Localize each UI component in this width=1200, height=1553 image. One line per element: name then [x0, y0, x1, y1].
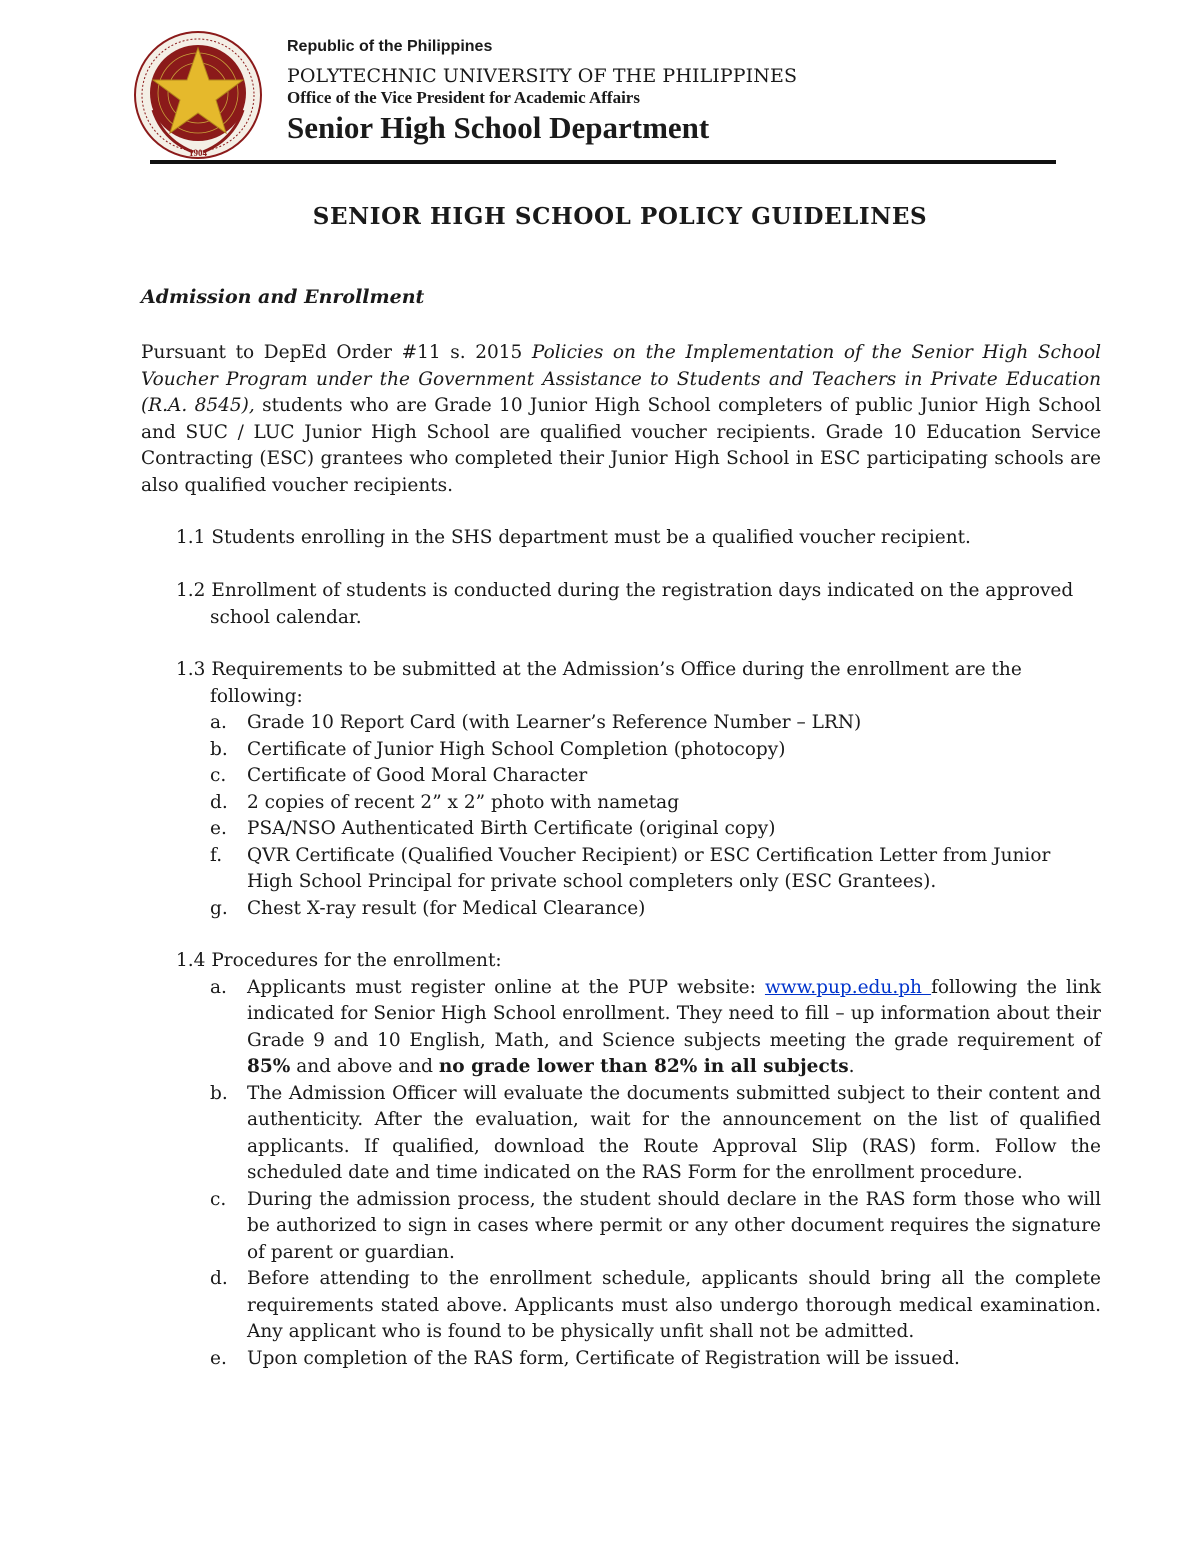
- item-text: Students enrolling in the SHS department must be a qualified voucher recipient.: [211, 527, 971, 548]
- sub-label: b.: [210, 738, 228, 760]
- procedure-text: Applicants must register online at the PUP website:: [247, 976, 765, 998]
- sub-text: Before attending to the enrollment schedule, applicants should bring all the complete requirements stated above. Applicants must also undergo thorough medical examination. Any applicant who is found to be physically unfit shall not be admitted.: [247, 1268, 1101, 1342]
- procedure-text: and above and: [290, 1056, 439, 1077]
- sub-text: Certificate of Good Moral Character: [247, 765, 588, 786]
- section-heading: Admission and Enrollment: [141, 286, 425, 308]
- item-number: 1.2: [176, 580, 206, 601]
- sub-text: Upon completion of the RAS form, Certificate of Registration will be issued.: [247, 1347, 960, 1369]
- sub-label: c.: [210, 1188, 227, 1210]
- sub-label: b.: [210, 1082, 228, 1104]
- sub-text: PSA/NSO Authenticated Birth Certificate (original copy): [247, 818, 776, 839]
- sub-text: 2 copies of recent 2” x 2” photo with nametag: [247, 791, 680, 813]
- intro-italic: Policies on the Implementation of the Senior High School Voucher Program under the Government Assistance to Students and Teachers in Private Education (R.A. 8545),: [141, 342, 1101, 416]
- sub-text: Certificate of Junior High School Completion (photocopy): [247, 738, 786, 760]
- list-item-1-4: [176, 948, 1101, 1372]
- procedure-item: [176, 1346, 1101, 1373]
- list-item-1-2: [176, 578, 1101, 631]
- procedure-item: [176, 1081, 1101, 1187]
- procedure-item: [176, 1266, 1101, 1346]
- item-text-continued: school calendar.: [210, 606, 362, 628]
- sub-label: g.: [210, 897, 228, 919]
- sub-label: e.: [210, 1347, 227, 1369]
- sub-text: [247, 975, 1101, 1081]
- office-name: Office of the Vice President for Academic Affairs: [287, 88, 640, 107]
- republic-line: Republic of the Philippines: [287, 38, 493, 55]
- sub-text: Chest X-ray result (for Medical Clearance): [247, 897, 646, 919]
- sub-label: c.: [210, 765, 227, 786]
- intro-rest: students who are Grade 10 Junior High School completers of public Junior High School and SUC / LUC Junior High School are qualified voucher recipients. Grade 10 Education Service Contracting (ESC) grantees who completed their Junior High School in ESC participating schools are also qualified voucher recipients.: [141, 395, 1101, 496]
- item-number: 1.4: [176, 950, 206, 971]
- item-text-continued: following:: [210, 685, 303, 707]
- sub-text: The Admission Officer will evaluate the documents submitted subject to their content and authenticity. After the evaluation, wait for the announcement on the list of qualified applicants. If qualified, download the Route Approval Slip (RAS) form. Follow the scheduled date and time indicated on the RAS Form for the enrollment procedure.: [247, 1082, 1101, 1183]
- item-number: 1.3: [176, 659, 206, 680]
- procedure-item: [176, 1187, 1101, 1267]
- intro-paragraph: [141, 340, 1101, 499]
- requirement-item: [176, 816, 1101, 843]
- sub-text: Grade 10 Report Card (with Learner’s Reference Number – LRN): [247, 712, 862, 733]
- minimum-grade-rule: no grade lower than 82% in all subjects: [438, 1056, 849, 1077]
- requirement-item: [176, 710, 1101, 737]
- requirement-item: [176, 896, 1101, 923]
- pup-website-link[interactable]: www.pup.edu.ph: [764, 976, 932, 998]
- sub-label: e.: [210, 818, 227, 839]
- item-text: Requirements to be submitted at the Admission’s Office during the enrollment are the: [211, 659, 1022, 680]
- procedure-text: .: [848, 1056, 855, 1077]
- department-name: Senior High School Department: [287, 110, 710, 145]
- university-seal-logo: [133, 30, 263, 160]
- item-number: 1.1: [176, 527, 206, 548]
- sub-label: d.: [210, 791, 228, 813]
- grade-requirement: 85%: [247, 1056, 291, 1077]
- university-name: POLYTECHNIC UNIVERSITY OF THE PHILIPPINES: [287, 65, 798, 87]
- header-divider: [150, 160, 1056, 164]
- sub-label: a.: [210, 712, 227, 733]
- requirement-item: [176, 790, 1101, 817]
- item-text: Procedures for the enrollment:: [211, 950, 502, 971]
- sub-text: QVR Certificate (Qualified Voucher Recipient) or ESC Certification Letter from Junior High School Principal for private school completers only (ESC Grantees).: [247, 844, 1051, 892]
- item-text: Enrollment of students is conducted during the registration days indicated on the approved: [211, 580, 1074, 601]
- sub-label: d.: [210, 1268, 228, 1289]
- sub-label: f.: [210, 844, 223, 866]
- procedure-text: following the link indicated for Senior High School enrollment. They need to fill – up information about their Grade 9 and 10 English, Math, and Science subjects meeting the grade requirement of: [247, 976, 1101, 1051]
- sub-text: During the admission process, the student should declare in the RAS form those who will be authorized to sign in cases where permit or any other document requires the signature of parent or guardian.: [247, 1188, 1101, 1263]
- seal-year: 1904: [189, 148, 207, 158]
- list-item-1-1: [176, 525, 1101, 552]
- requirement-item: [176, 763, 1101, 790]
- requirement-item: [176, 737, 1101, 764]
- intro-lead: Pursuant to DepEd Order #11 s. 2015: [141, 342, 532, 363]
- document-title: SENIOR HIGH SCHOOL POLICY GUIDELINES: [312, 203, 928, 230]
- requirement-item: [176, 843, 1101, 896]
- list-item-1-3: [176, 657, 1101, 922]
- procedure-item: [176, 975, 1101, 1081]
- sub-label: a.: [210, 976, 227, 998]
